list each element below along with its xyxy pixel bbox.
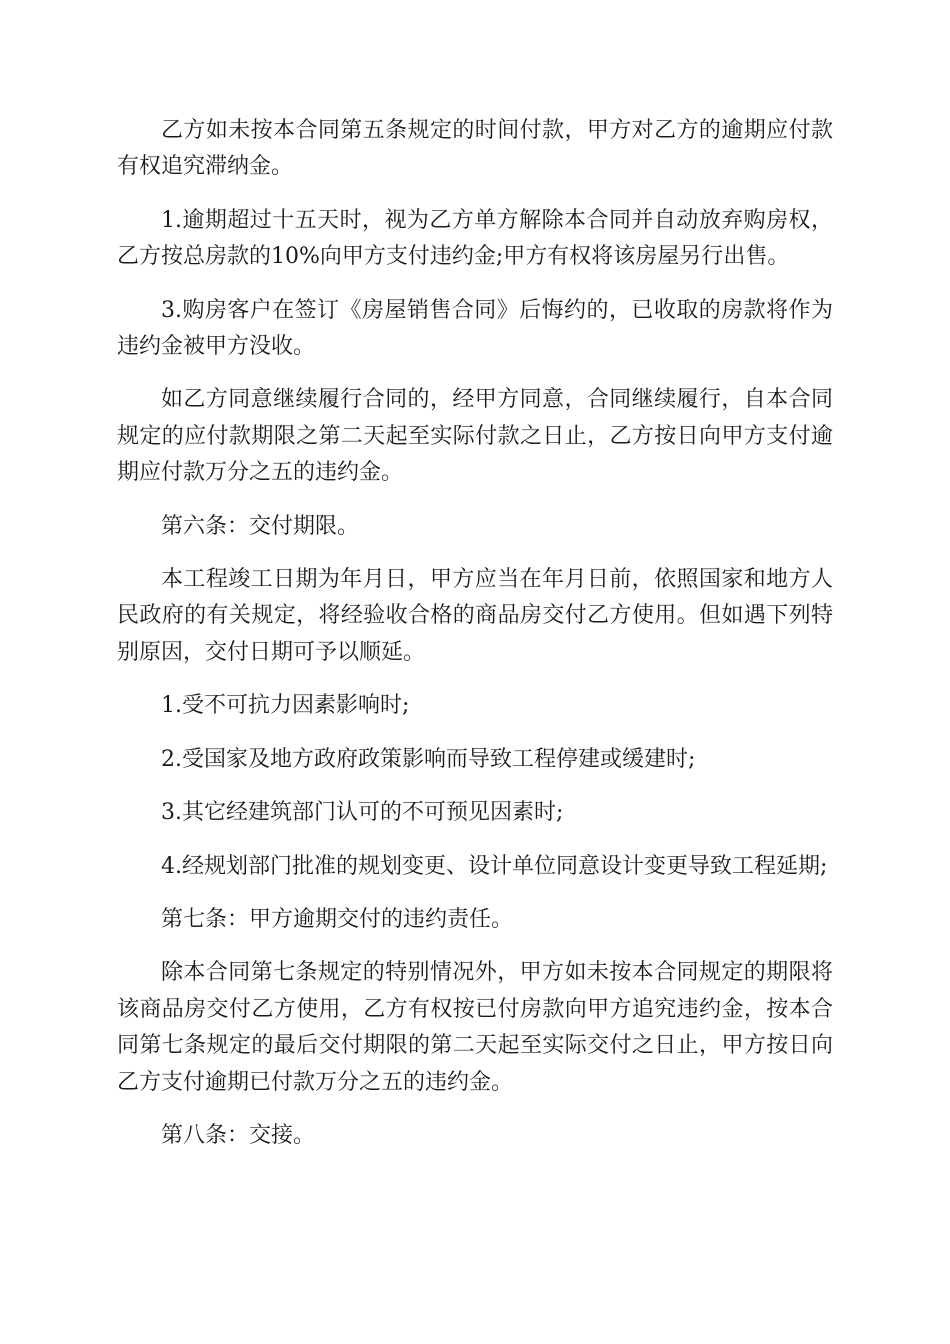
heading-article-8: 第八条：交接。	[161, 1122, 316, 1148]
paragraph-continue-performance: 如乙方同意继续履行合同的，经甲方同意，合同继续履行，自本合同规定的应付款期限之第二天起至实际付款之日止，乙方按日向甲方支付逾期应付款万分之五的违约金。	[117, 387, 833, 486]
document-body	[117, 113, 833, 1171]
paragraph-completion-date: 本工程竣工日期为年月日，甲方应当在年月日前，依照国家和地方人民政府的有关规定，将经验收合格的商品房交付乙方使用。但如遇下列特别原因，交付日期可予以顺延。	[117, 567, 833, 665]
paragraph-late-delivery: 除本合同第七条规定的特别情况外，甲方如未按本合同规定的期限将该商品房交付乙方使用，乙方有权按已付房款向甲方追究违约金，按本合同第七条规定的最后交付期限的第二天起至实际交付之日止，甲方按日向乙方支付逾期已付款万分之五的违约金。	[117, 960, 833, 1095]
paragraph-late-payment: 乙方如未按本合同第五条规定的时间付款，甲方对乙方的逾期应付款有权追究滞纳金。	[117, 118, 833, 180]
list-item-unforeseeable: 3.其它经建筑部门认可的不可预见因素时;	[161, 800, 564, 826]
list-item-planning-change: 4.经规划部门批准的规划变更、设计单位同意设计变更导致工程延期;	[161, 853, 828, 879]
list-item-government-policy: 2.受国家及地方政府政策影响而导致工程停建或缓建时;	[161, 746, 696, 772]
heading-article-6: 第六条：交付期限。	[161, 513, 360, 539]
paragraph-clause-1-overdue: 1.逾期超过十五天时，视为乙方单方解除本合同并自动放弃购房权，乙方按总房款的10%向甲方支付违约金;甲方有权将该房屋另行出售。	[117, 207, 833, 270]
list-item-force-majeure: 1.受不可抗力因素影响时;	[161, 693, 410, 719]
paragraph-clause-3-breach: 3.购房客户在签订《房屋销售合同》后悔约的，已收取的房款将作为违约金被甲方没收。	[117, 297, 833, 360]
heading-article-7: 第七条：甲方逾期交付的违约责任。	[161, 906, 514, 932]
